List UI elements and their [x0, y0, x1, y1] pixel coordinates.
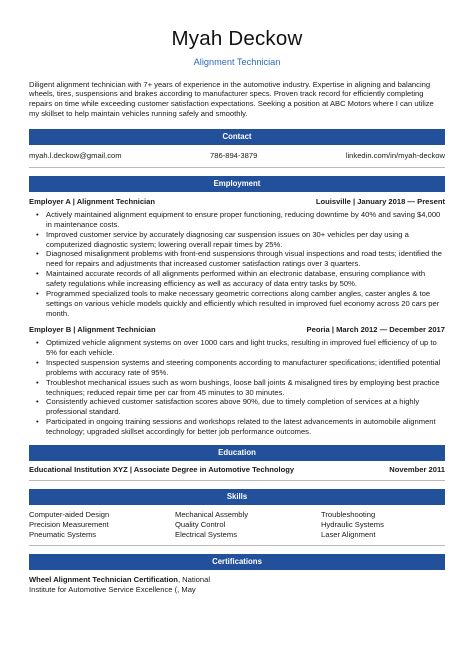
job-entry: [29, 197, 445, 318]
candidate-title: Alignment Technician: [193, 56, 281, 67]
section-header-skills: Skills: [29, 489, 445, 505]
bullet-icon: •: [36, 249, 39, 259]
contact-phone[interactable]: 786-894-3879: [210, 151, 258, 161]
job-bullet-text: Diagnosed misalignment problems with front-end suspensions through visual inspections and road tests; identified the need for repairs and adjustments that increased customer satisfaction ratings over 3 quarters.: [46, 249, 442, 269]
bullet-icon: •: [36, 377, 39, 387]
education-date: November 2011: [389, 464, 445, 474]
summary-paragraph: Diligent alignment technician with 7+ years of experience in the automotive industry. Expertise in aligning and balancing wheels, tires, suspensions and brakes according to manufacturer specs. Proven track record for efficiently completing repairs on time while exceeding customer satisfaction expectations. Seeking a position at ABC Motors where I can utilize my skillset to help maintain vehicles running safely and smoothly.: [29, 79, 434, 119]
job-bullet: [29, 378, 445, 398]
job-entry: [29, 325, 445, 436]
contact-row: [29, 151, 445, 168]
job-bullet-text: Consistently achieved customer satisfaction scores above 90%, due to timely completion of services at a highly professional standard.: [46, 397, 420, 417]
bullet-icon: •: [36, 397, 39, 407]
candidate-name: Myah Deckow: [171, 27, 303, 50]
bullet-icon: •: [36, 417, 39, 427]
skill-item: Quality Control: [175, 519, 226, 529]
skill-item: Laser Alignment: [321, 529, 376, 539]
section-header-contact: Contact: [29, 129, 445, 145]
job-employer: Employer A | Alignment Technician: [29, 197, 156, 207]
bullet-icon: •: [36, 229, 39, 239]
contact-linkedin[interactable]: linkedin.com/in/myah-deckow: [345, 151, 445, 161]
education-degree: Educational Institution XYZ | Associate Degree in Automotive Technology: [29, 464, 295, 474]
job-bullet: [29, 289, 445, 319]
job-bullet-text: Inspected suspension systems and steering components according to manufacturer specifications; identified potential problems with accuracy rate of 95%.: [46, 358, 441, 377]
certification-issuer: Institute for Automotive Service Excellence (, May: [29, 584, 196, 594]
section-header-certifications: Certifications: [29, 554, 445, 570]
bullet-icon: •: [36, 288, 39, 298]
skills-grid: [29, 510, 445, 546]
job-bullet: [29, 230, 445, 250]
job-bullet: [29, 210, 445, 230]
job-bullet-text: Programmed specialized tools to make necessary geometric corrections along camber angles, caster angles & toe settings on various vehicle models quickly and efficiently which resulted in improved fuel economy across 20 cars per month.: [46, 288, 440, 318]
job-header: [29, 197, 445, 207]
job-bullet-text: Actively maintained alignment equipment to ensure proper functioning, reducing downtime by 40% and saving $4,000 in maintenance costs.: [46, 210, 441, 229]
job-bullet-text: Improved customer service by accurately diagnosing car suspension issues on 30+ vehicles per day using a computerized diagnostic system; lowering overall repair times by 25%.: [46, 229, 409, 249]
job-bullet: [29, 417, 445, 437]
skill-item: Pneumatic Systems: [29, 529, 97, 539]
certification-name: Wheel Alignment Technician Certification: [29, 574, 178, 584]
section-header-employment: Employment: [29, 176, 445, 192]
bullet-icon: •: [36, 338, 39, 348]
job-bullet-text: Maintained accurate records of all alignments performed within an electronic database, ensuring compliance with safety regulations while increasing efficiency as well as accuracy of data entry tasks by 50%.: [46, 269, 426, 289]
job-bullet: [29, 338, 445, 358]
job-bullet-text: Participated in ongoing training sessions and workshops related to the latest advancements in automobile alignment technology; upgraded skillset accordingly for better job performance outcomes.: [46, 417, 436, 437]
job-meta: Peoria | March 2012 — December 2017: [306, 325, 445, 335]
job-bullet: [29, 269, 445, 289]
job-bullet: [29, 358, 445, 378]
skill-item: Precision Measurement: [29, 519, 109, 529]
contact-email[interactable]: myah.l.deckow@gmail.com: [29, 151, 122, 161]
bullet-icon: •: [36, 358, 39, 368]
skill-item: Electrical Systems: [175, 529, 238, 539]
bullet-icon: •: [36, 269, 39, 279]
skill-item: Mechanical Assembly: [175, 509, 249, 519]
certification-entry: [29, 575, 445, 595]
job-bullet-text: Optimized vehicle alignment systems on over 1000 cars and light trucks, resulting in improved fuel efficiency of up to 5% for each vehicle.: [46, 338, 437, 358]
job-bullets: [29, 338, 445, 437]
job-bullets: [29, 210, 445, 318]
job-bullet: [29, 397, 445, 417]
job-bullet-text: Troubleshot mechanical issues such as worn bushings, loose ball joints & misaligned tires by employing best practice techniques; reduced repair time per car from 45 minutes to 30 minutes.: [46, 377, 440, 397]
education-entry: [29, 465, 445, 481]
bullet-icon: •: [36, 210, 39, 220]
skill-item: Troubleshooting: [321, 509, 376, 519]
job-employer: Employer B | Alignment Technician: [29, 325, 156, 335]
skill-item: Hydraulic Systems: [321, 519, 384, 529]
job-header: [29, 325, 445, 335]
job-meta: Louisville | January 2018 — Present: [315, 197, 445, 207]
certification-scope: , National: [177, 574, 211, 584]
skill-item: Computer-aided Design: [29, 509, 110, 519]
section-header-education: Education: [29, 445, 445, 461]
job-bullet: [29, 249, 445, 269]
